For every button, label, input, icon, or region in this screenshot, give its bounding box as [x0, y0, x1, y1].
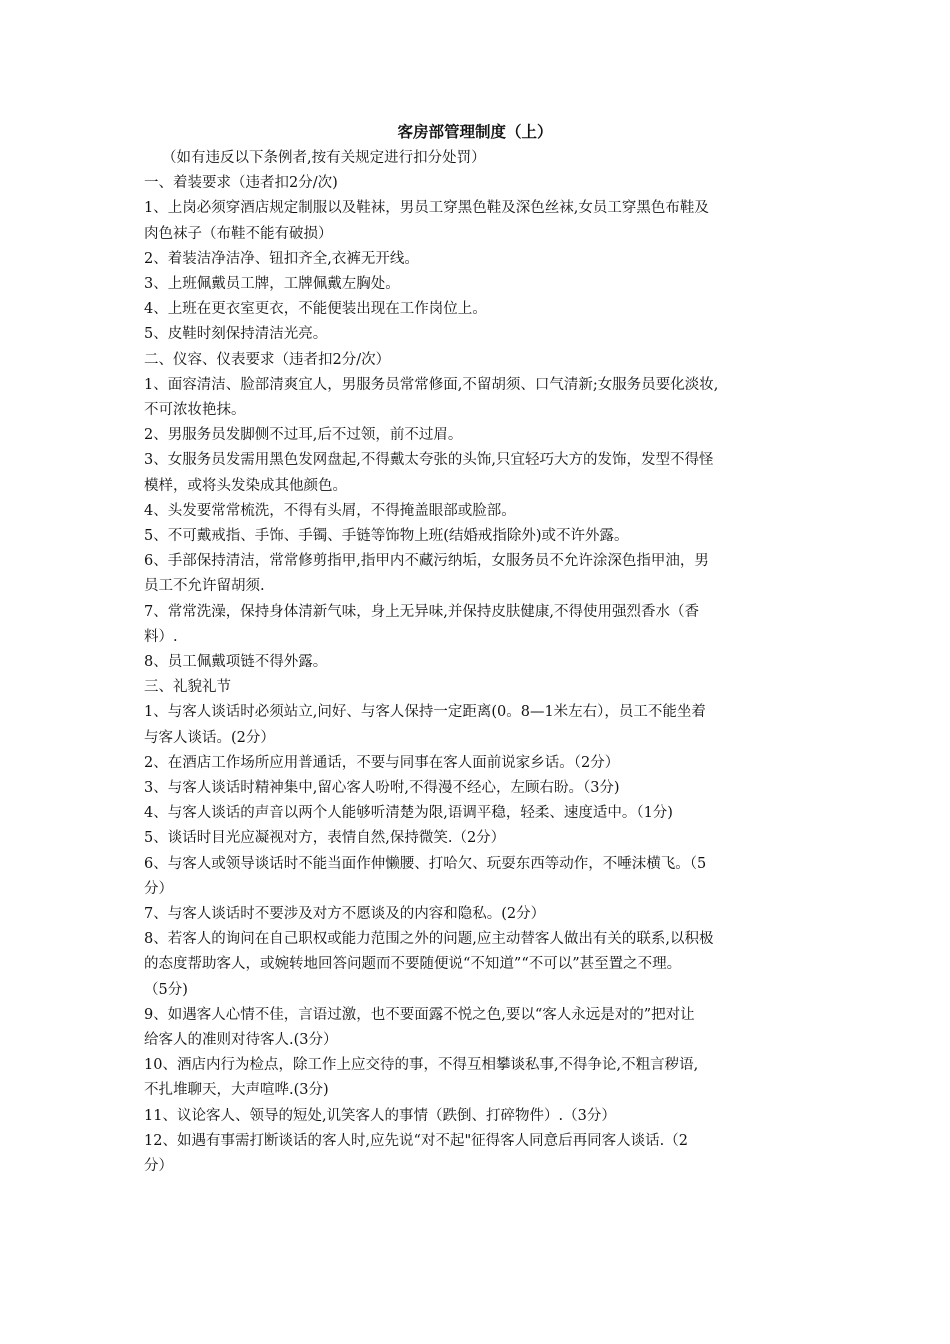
document-line: 3、上班佩戴员工牌，工牌佩戴左胸处。	[144, 276, 400, 292]
document-line: 1、上岗必须穿酒店规定制服以及鞋袜，男员工穿黑色鞋及深色丝袜,女员工穿黑色布鞋及	[144, 200, 709, 217]
document-line: 7、与客人谈话时不要涉及对方不愿谈及的内容和隐私。(2分）	[144, 906, 546, 922]
document-line: 1、面容清洁、脸部清爽宜人，男服务员常常修面,不留胡须、口气清新;女服务员要化淡妆,	[144, 376, 719, 393]
document-line: 与客人谈话。(2分）	[144, 729, 275, 746]
document-subtitle: （如有违反以下条例者,按有关规定进行扣分处罚）	[162, 150, 486, 166]
document-line: 12、如遇有事需打断谈话的客人时,应先说“对不起"征得客人同意后再同客人谈话.（2	[144, 1132, 688, 1149]
document-line: 1、与客人谈话时必须站立,问好、与客人保持一定距离(0。8—1米左右），员工不能坐着	[144, 704, 706, 721]
document-line: 8、若客人的询问在自己职权或能力范围之外的问题,应主动替客人做出有关的联系,以积极	[144, 931, 714, 948]
document-line: 二、仪容、仪表要求（违者扣2分/次）	[144, 351, 391, 368]
document-line: 2、男服务员发脚侧不过耳,后不过领，前不过眉。	[144, 427, 463, 444]
document-line: 肉色袜子（布鞋不能有破损）	[144, 225, 333, 242]
document-line: 三、礼貌礼节	[144, 679, 231, 696]
document-line: 4、头发要常常梳洗，不得有头屑，不得掩盖眼部或脸部。	[144, 502, 516, 519]
document-line: 3、女服务员发需用黑色发网盘起,不得戴太夸张的头饰,只宜轻巧大方的发饰，发型不得怪	[144, 452, 714, 469]
document-line: 5、不可戴戒指、手饰、手镯、手链等饰物上班(结婚戒指除外)或不许外露。	[144, 528, 629, 544]
document-line: 5、皮鞋时刻保持清洁光亮。	[144, 326, 328, 343]
document-line: （5分)	[144, 981, 188, 998]
document-title: 客房部管理制度（上）	[397, 122, 553, 141]
document-line: 7、常常洗澡，保持身体清新气味，身上无异味,并保持皮肤健康,不得使用强烈香水（香	[144, 603, 699, 620]
document-line: 料）.	[144, 628, 178, 645]
document-line: 10、酒店内行为检点，除工作上应交待的事，不得互相攀谈私事,不得争论,不粗言秽语,	[144, 1057, 699, 1074]
document-line: 5、谈话时目光应凝视对方，表情自然,保持微笑.（2分）	[144, 830, 506, 847]
document-line: 不可浓妆艳抹。	[144, 402, 246, 418]
document-line: 2、着装洁净洁净、钮扣齐全,衣裤无开线。	[144, 250, 419, 267]
document-line: 员工不允许留胡须.	[144, 578, 265, 595]
document-line: 的态度帮助客人，或婉转地回答问题而不要随便说“不知道”“不可以”甚至置之不理。	[144, 956, 682, 973]
document-line: 给客人的准则对待客人.(3分）	[144, 1032, 338, 1048]
document-line: 模样，或将头发染成其他颜色。	[144, 477, 347, 494]
document-line: 3、与客人谈话时精神集中,留心客人吩咐,不得漫不经心，左顾右盼。（3分)	[144, 780, 620, 796]
document-line: 6、与客人或领导谈话时不能当面作伸懒腰、打哈欠、玩耍东西等动作，不唾沫横飞。（5	[144, 855, 707, 872]
document-line: 4、上班在更衣室更衣，不能便装出现在工作岗位上。	[144, 301, 487, 318]
document-line: 9、如遇客人心情不佳，言语过激，也不要面露不悦之色,要以“客人永远是对的”把对让	[144, 1006, 695, 1023]
document-line: 11、议论客人、领导的短处,讥笑客人的事情（跌倒、打碎物件）.（3分）	[144, 1107, 616, 1124]
document-line: 一、着装要求（违者扣2分/次)	[144, 175, 338, 192]
document-line: 不扎堆聊天，大声喧哗.(3分)	[144, 1082, 329, 1099]
document-line: 4、与客人谈话的声音以两个人能够听清楚为限,语调平稳，轻柔、速度适中。（1分)	[144, 805, 673, 822]
document-line: 8、员工佩戴项链不得外露。	[144, 654, 328, 670]
document-line: 6、手部保持清洁，常常修剪指甲,指甲内不藏污纳垢，女服务员不允许涂深色指甲油，男	[144, 553, 709, 570]
document-line: 分）	[144, 1158, 173, 1174]
document-line: 分）	[144, 880, 173, 897]
document-line: 2、在酒店工作场所应用普通话，不要与同事在客人面前说家乡话。（2分）	[144, 754, 620, 771]
